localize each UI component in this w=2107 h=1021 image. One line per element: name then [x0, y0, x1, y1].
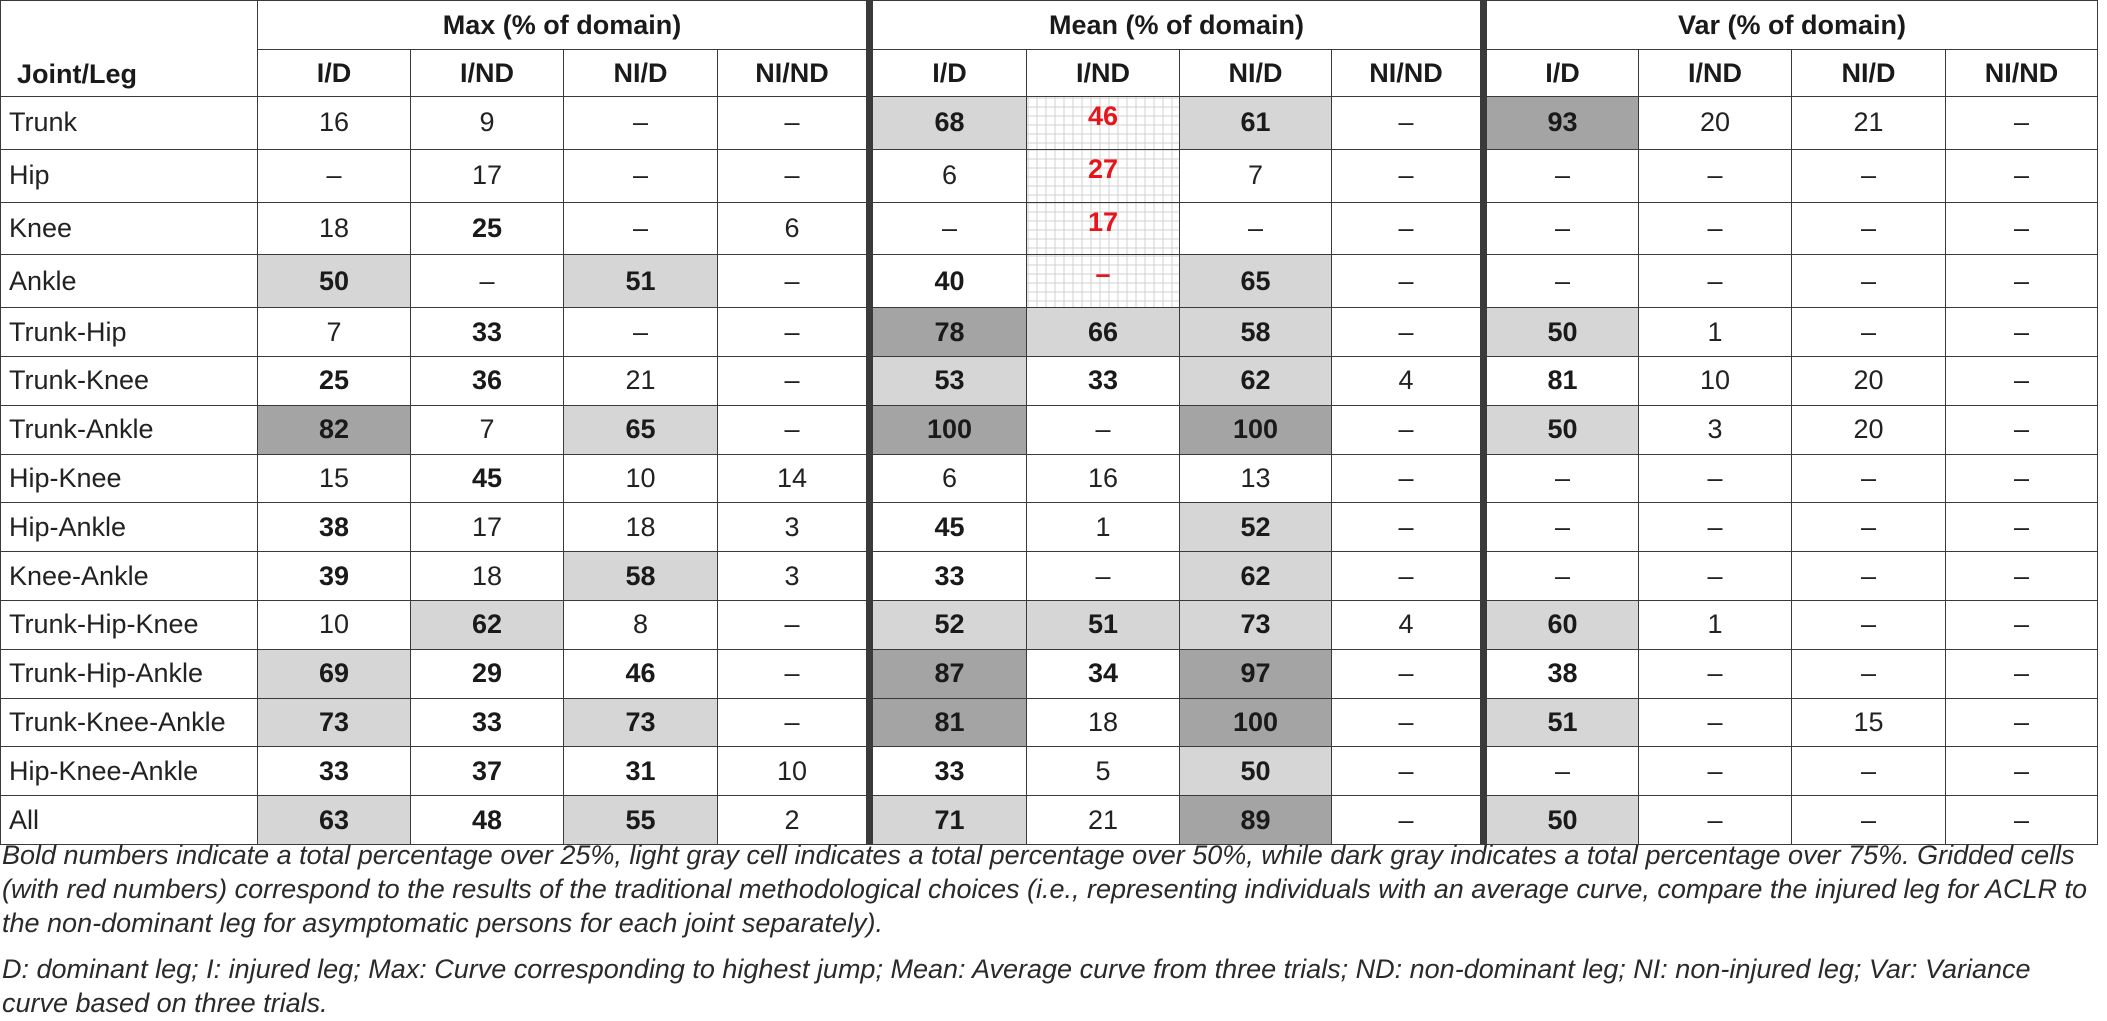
subheader-var-i-d: I/D — [1484, 50, 1639, 97]
table-cell: 34 — [1027, 649, 1180, 698]
table-cell: – — [1332, 454, 1484, 503]
table-row — [1, 405, 2098, 454]
table-cell: 38 — [258, 503, 411, 552]
table-cell: 3 — [1639, 405, 1792, 454]
table-cell: 21 — [1792, 97, 1946, 150]
table-cell: – — [1332, 149, 1484, 202]
table-cell: 81 — [870, 698, 1027, 747]
table-cell: – — [1332, 97, 1484, 150]
table-cell: 33 — [258, 747, 411, 796]
subheader-mean-i-d: I/D — [870, 50, 1027, 97]
table-cell: 97 — [1180, 649, 1332, 698]
table-cell: 7 — [411, 405, 564, 454]
table-cell: – — [1332, 698, 1484, 747]
table-note: Bold numbers indicate a total percentage over 25%, light gray cell indicates a total percentage over 50%, while dark gray indicates a total percentage over 75%. Gridded cells (with red numbers) correspond to the results of the traditional methodological choices (i.e., representing individuals with an average curve, compare the injured leg for ACLR to the non-dominant leg for asymptomatic persons for each joint separately). — [2, 840, 2088, 938]
table-row — [1, 97, 2098, 150]
subheader-row — [1, 50, 2098, 97]
table-cell: 100 — [1180, 405, 1332, 454]
table-cell: 50 — [258, 255, 411, 308]
subheader-mean-ni-nd: NI/ND — [1332, 50, 1484, 97]
table-cell: 50 — [1484, 796, 1639, 845]
table-cell: – — [564, 149, 718, 202]
table-cell: 62 — [1180, 356, 1332, 405]
table-cell: 100 — [1180, 698, 1332, 747]
table-cell: 33 — [411, 698, 564, 747]
table-cell: 69 — [258, 649, 411, 698]
gridded-cell: – — [1027, 255, 1180, 308]
table-cell: – — [1639, 454, 1792, 503]
table-cell: 10 — [718, 747, 870, 796]
table-cell: – — [1792, 600, 1946, 649]
table-cell: – — [1946, 356, 2098, 405]
table-cell: – — [1946, 149, 2098, 202]
table-cell: – — [1946, 747, 2098, 796]
table-cell: 2 — [718, 796, 870, 845]
subheader-mean-i-nd: I/ND — [1027, 50, 1180, 97]
table-cell: – — [564, 97, 718, 150]
table-cell: 15 — [258, 454, 411, 503]
table-cell: 50 — [1484, 308, 1639, 357]
table-cell: – — [718, 255, 870, 308]
table-cell: – — [1484, 202, 1639, 255]
table-row — [1, 308, 2098, 357]
table-cell: 51 — [1484, 698, 1639, 747]
table-cell: – — [1484, 552, 1639, 601]
table-cell: 33 — [1027, 356, 1180, 405]
table-cell: 4 — [1332, 600, 1484, 649]
table-row — [1, 747, 2098, 796]
subheader-max-i-nd: I/ND — [411, 50, 564, 97]
table-cell: 4 — [1332, 356, 1484, 405]
table-cell: – — [1792, 649, 1946, 698]
row-label: Trunk-Hip-Ankle — [1, 649, 258, 698]
table-cell: 38 — [1484, 649, 1639, 698]
row-label: Knee — [1, 202, 258, 255]
table-cell: – — [1946, 503, 2098, 552]
table-cell: 61 — [1180, 97, 1332, 150]
table-cell: 16 — [258, 97, 411, 150]
table-cell: 45 — [411, 454, 564, 503]
table-row — [1, 698, 2098, 747]
table-cell: – — [718, 149, 870, 202]
table-cell: 71 — [870, 796, 1027, 845]
table-row — [1, 255, 2098, 308]
table-cell: – — [718, 600, 870, 649]
table-cell: – — [1639, 503, 1792, 552]
table-cell: 18 — [564, 503, 718, 552]
table-cell: – — [1792, 796, 1946, 845]
table-cell: 3 — [718, 552, 870, 601]
table-cell: 21 — [1027, 796, 1180, 845]
table-cell: – — [1332, 255, 1484, 308]
table-cell: 18 — [1027, 698, 1180, 747]
table-cell: 1 — [1639, 600, 1792, 649]
table-cell: – — [1027, 552, 1180, 601]
table-cell: – — [1946, 202, 2098, 255]
table-cell: – — [1792, 747, 1946, 796]
table-cell: – — [1946, 97, 2098, 150]
table-cell: 6 — [718, 202, 870, 255]
row-label: Trunk-Ankle — [1, 405, 258, 454]
table-cell: 50 — [1180, 747, 1332, 796]
table-cell: 58 — [564, 552, 718, 601]
gridded-cell: 46 — [1027, 97, 1180, 150]
row-label: Trunk — [1, 97, 258, 150]
table-cell: – — [1792, 454, 1946, 503]
row-label: Knee-Ankle — [1, 552, 258, 601]
table-cell: 93 — [1484, 97, 1639, 150]
table-cell: 73 — [1180, 600, 1332, 649]
table-cell: – — [1792, 255, 1946, 308]
table-cell: – — [1332, 649, 1484, 698]
table-cell: 46 — [564, 649, 718, 698]
table-cell: 33 — [870, 747, 1027, 796]
table-cell: 89 — [1180, 796, 1332, 845]
table-cell: – — [1792, 308, 1946, 357]
table-cell: – — [1946, 255, 2098, 308]
table-cell: – — [1332, 405, 1484, 454]
table-cell: 60 — [1484, 600, 1639, 649]
table-cell: 50 — [1484, 405, 1639, 454]
table-cell: – — [1946, 454, 2098, 503]
table-body — [1, 97, 2098, 845]
table-cell: – — [1639, 255, 1792, 308]
row-label: Hip-Knee — [1, 454, 258, 503]
table-cell: 18 — [258, 202, 411, 255]
table-cell: – — [258, 149, 411, 202]
group-header-max: Max (% of domain) — [258, 1, 870, 50]
subheader-max-ni-d: NI/D — [564, 50, 718, 97]
row-label: Ankle — [1, 255, 258, 308]
table-cell: 25 — [258, 356, 411, 405]
table-cell: – — [1027, 405, 1180, 454]
table-cell: 10 — [564, 454, 718, 503]
table-cell: 48 — [411, 796, 564, 845]
table-cell: 7 — [258, 308, 411, 357]
subheader-var-ni-nd: NI/ND — [1946, 50, 2098, 97]
table-cell: 7 — [1180, 149, 1332, 202]
table-cell: – — [1484, 747, 1639, 796]
table-cell: 20 — [1639, 97, 1792, 150]
row-label: Trunk-Knee-Ankle — [1, 698, 258, 747]
table-cell: 36 — [411, 356, 564, 405]
table-cell: 65 — [564, 405, 718, 454]
table-cell: 81 — [1484, 356, 1639, 405]
table-cell: 5 — [1027, 747, 1180, 796]
table-cell: – — [1946, 308, 2098, 357]
table-cell: 1 — [1639, 308, 1792, 357]
table-cell: 65 — [1180, 255, 1332, 308]
table-cell: – — [718, 356, 870, 405]
table-cell: – — [411, 255, 564, 308]
table-cell: – — [1639, 698, 1792, 747]
table-cell: – — [1792, 503, 1946, 552]
table-cell: 51 — [1027, 600, 1180, 649]
table-cell: 39 — [258, 552, 411, 601]
table-cell: 21 — [564, 356, 718, 405]
table-cell: 31 — [564, 747, 718, 796]
table-cell: – — [718, 698, 870, 747]
table-cell: 68 — [870, 97, 1027, 150]
table-row — [1, 552, 2098, 601]
table-cell: 6 — [870, 149, 1027, 202]
group-header-row — [1, 1, 2098, 50]
table-row — [1, 202, 2098, 255]
table-cell: 37 — [411, 747, 564, 796]
abbreviations-note: D: dominant leg; I: injured leg; Max: Curve corresponding to highest jump; Mean: Average curve from three trials; ND: non-dominant leg; NI: non-injured leg; Var: Variance curve based on three trials. — [2, 954, 2031, 1018]
table-cell: – — [1946, 796, 2098, 845]
table-cell: 20 — [1792, 405, 1946, 454]
gridded-cell: 17 — [1027, 202, 1180, 255]
subheader-mean-ni-d: NI/D — [1180, 50, 1332, 97]
table-cell: 10 — [258, 600, 411, 649]
table-cell: – — [1484, 503, 1639, 552]
table-cell: – — [1946, 649, 2098, 698]
table-cell: 1 — [1027, 503, 1180, 552]
table-cell: – — [1639, 149, 1792, 202]
table-cell: – — [1639, 649, 1792, 698]
table-cell: 29 — [411, 649, 564, 698]
table-cell: 25 — [411, 202, 564, 255]
group-header-mean: Mean (% of domain) — [870, 1, 1484, 50]
table-cell: 51 — [564, 255, 718, 308]
table-row — [1, 503, 2098, 552]
table-cell: – — [1332, 747, 1484, 796]
table-cell: – — [1946, 600, 2098, 649]
row-label: Trunk-Knee — [1, 356, 258, 405]
table-cell: – — [1946, 552, 2098, 601]
row-label: All — [1, 796, 258, 845]
table-cell: – — [718, 405, 870, 454]
table-cell: 78 — [870, 308, 1027, 357]
row-label: Hip — [1, 149, 258, 202]
table-cell: 53 — [870, 356, 1027, 405]
table-cell: – — [1639, 202, 1792, 255]
table-cell: – — [1332, 796, 1484, 845]
group-header-var: Var (% of domain) — [1484, 1, 2098, 50]
table-cell: 13 — [1180, 454, 1332, 503]
subheader-var-i-nd: I/ND — [1639, 50, 1792, 97]
table-cell: – — [1946, 698, 2098, 747]
table-cell: 66 — [1027, 308, 1180, 357]
gridded-cell: 27 — [1027, 149, 1180, 202]
table-cell: 17 — [411, 149, 564, 202]
row-label: Trunk-Hip-Knee — [1, 600, 258, 649]
table-cell: – — [1332, 552, 1484, 601]
row-label: Hip-Ankle — [1, 503, 258, 552]
table-cell: 3 — [718, 503, 870, 552]
table-cell: – — [718, 97, 870, 150]
table-cell: – — [1639, 552, 1792, 601]
table-cell: 82 — [258, 405, 411, 454]
table-cell: 9 — [411, 97, 564, 150]
table-cell: 16 — [1027, 454, 1180, 503]
table-row — [1, 356, 2098, 405]
table-row — [1, 454, 2098, 503]
table-cell: – — [1484, 149, 1639, 202]
table-cell: 73 — [564, 698, 718, 747]
table-cell: 63 — [258, 796, 411, 845]
table-cell: 18 — [411, 552, 564, 601]
table-cell: 8 — [564, 600, 718, 649]
table-cell: – — [1484, 454, 1639, 503]
table-cell: – — [1332, 503, 1484, 552]
table-cell: – — [718, 649, 870, 698]
table-cell: 10 — [1639, 356, 1792, 405]
table-cell: 52 — [1180, 503, 1332, 552]
table-cell: 14 — [718, 454, 870, 503]
table-cell: 33 — [870, 552, 1027, 601]
table-row — [1, 149, 2098, 202]
table-cell: 73 — [258, 698, 411, 747]
row-label: Hip-Knee-Ankle — [1, 747, 258, 796]
table-cell: 15 — [1792, 698, 1946, 747]
table-cell: – — [1484, 255, 1639, 308]
table-cell: – — [870, 202, 1027, 255]
table-cell: 17 — [411, 503, 564, 552]
table-cell: – — [1332, 308, 1484, 357]
subheader-max-i-d: I/D — [258, 50, 411, 97]
row-label: Trunk-Hip — [1, 308, 258, 357]
table-cell: 87 — [870, 649, 1027, 698]
table-cell: – — [1332, 202, 1484, 255]
table-cell: – — [564, 202, 718, 255]
table-cell: 62 — [411, 600, 564, 649]
table-cell: 55 — [564, 796, 718, 845]
subheader-var-ni-d: NI/D — [1792, 50, 1946, 97]
table-cell: – — [564, 308, 718, 357]
table-cell: 58 — [1180, 308, 1332, 357]
table-cell: – — [1946, 405, 2098, 454]
table-cell: – — [1639, 747, 1792, 796]
table-cell: 100 — [870, 405, 1027, 454]
table-cell: – — [1639, 796, 1792, 845]
table-cell: – — [1792, 552, 1946, 601]
table-cell: – — [1792, 202, 1946, 255]
table-cell: – — [1180, 202, 1332, 255]
table-cell: 45 — [870, 503, 1027, 552]
table-cell: 62 — [1180, 552, 1332, 601]
table-cell: 52 — [870, 600, 1027, 649]
table-cell: – — [718, 308, 870, 357]
table-cell: 40 — [870, 255, 1027, 308]
table-cell: – — [1792, 149, 1946, 202]
table-cell: 20 — [1792, 356, 1946, 405]
table-row — [1, 649, 2098, 698]
table-row — [1, 600, 2098, 649]
table-cell: 33 — [411, 308, 564, 357]
table-cell: 6 — [870, 454, 1027, 503]
subheader-max-ni-nd: NI/ND — [718, 50, 870, 97]
corner-label: Joint/Leg — [1, 1, 258, 97]
